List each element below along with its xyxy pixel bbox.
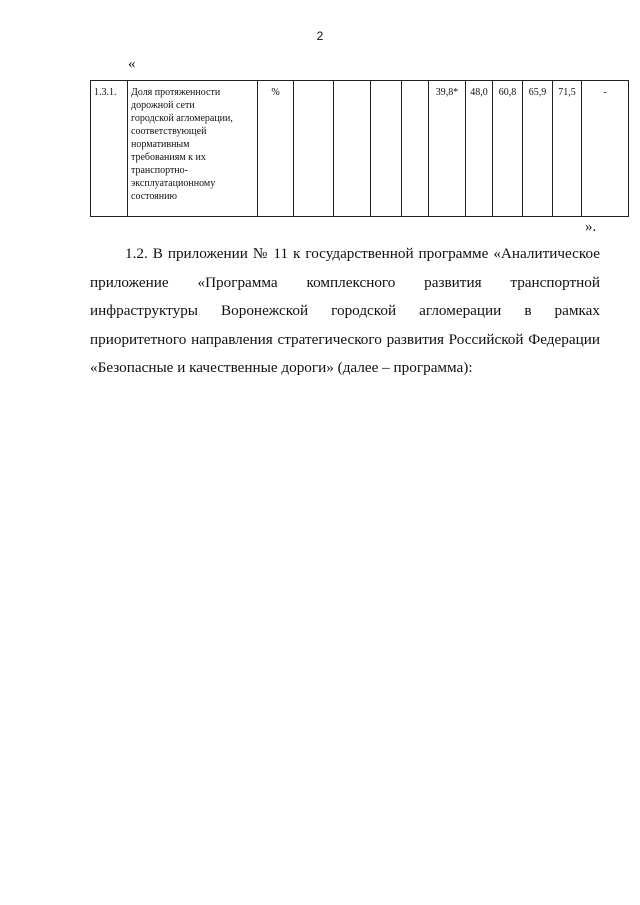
empty-cell xyxy=(402,81,429,217)
paragraph-text: 1.2. В приложении № 11 к государственной программе «Аналитическое приложение «Программа комплексного развития транспортной инфраструктуры Воронежской городской агломерации в рамках приоритетного направления стратегического развития Российской Федерации «Безопасные и качественные дороги» (далее – программа): xyxy=(90,245,600,376)
indicator-line: соответствующей xyxy=(131,126,207,137)
empty-cell xyxy=(371,81,402,217)
empty-cell xyxy=(334,81,371,217)
indicator-line: требованиям к их xyxy=(131,152,206,163)
empty-cell xyxy=(294,81,334,217)
indicator-line: Доля протяженности xyxy=(131,87,221,98)
amendment-paragraph xyxy=(90,240,600,383)
opening-quote: « xyxy=(128,56,136,72)
indicator-line: нормативным xyxy=(131,139,190,150)
value-cell: 60,8 xyxy=(493,81,523,217)
row-number-cell: 1.3.1. xyxy=(91,81,128,217)
unit-cell: % xyxy=(258,81,294,217)
indicator-table xyxy=(90,80,629,217)
closing-quote: ». xyxy=(585,219,597,235)
indicator-line: дорожной сети xyxy=(131,100,195,111)
page-number: 2 xyxy=(316,29,324,43)
indicator-line: городской агломерации, xyxy=(131,113,233,124)
value-cell: 71,5 xyxy=(553,81,582,217)
value-cell: 65,9 xyxy=(523,81,553,217)
indicator-line: состоянию xyxy=(131,191,177,202)
table-row xyxy=(91,81,629,217)
value-cell: - xyxy=(582,81,629,217)
value-cell: 48,0 xyxy=(466,81,493,217)
value-cell: 39,8* xyxy=(429,81,466,217)
indicator-line: транспортно- xyxy=(131,165,188,176)
indicator-name-cell xyxy=(128,81,258,217)
indicator-line: эксплуатационному xyxy=(131,178,216,189)
